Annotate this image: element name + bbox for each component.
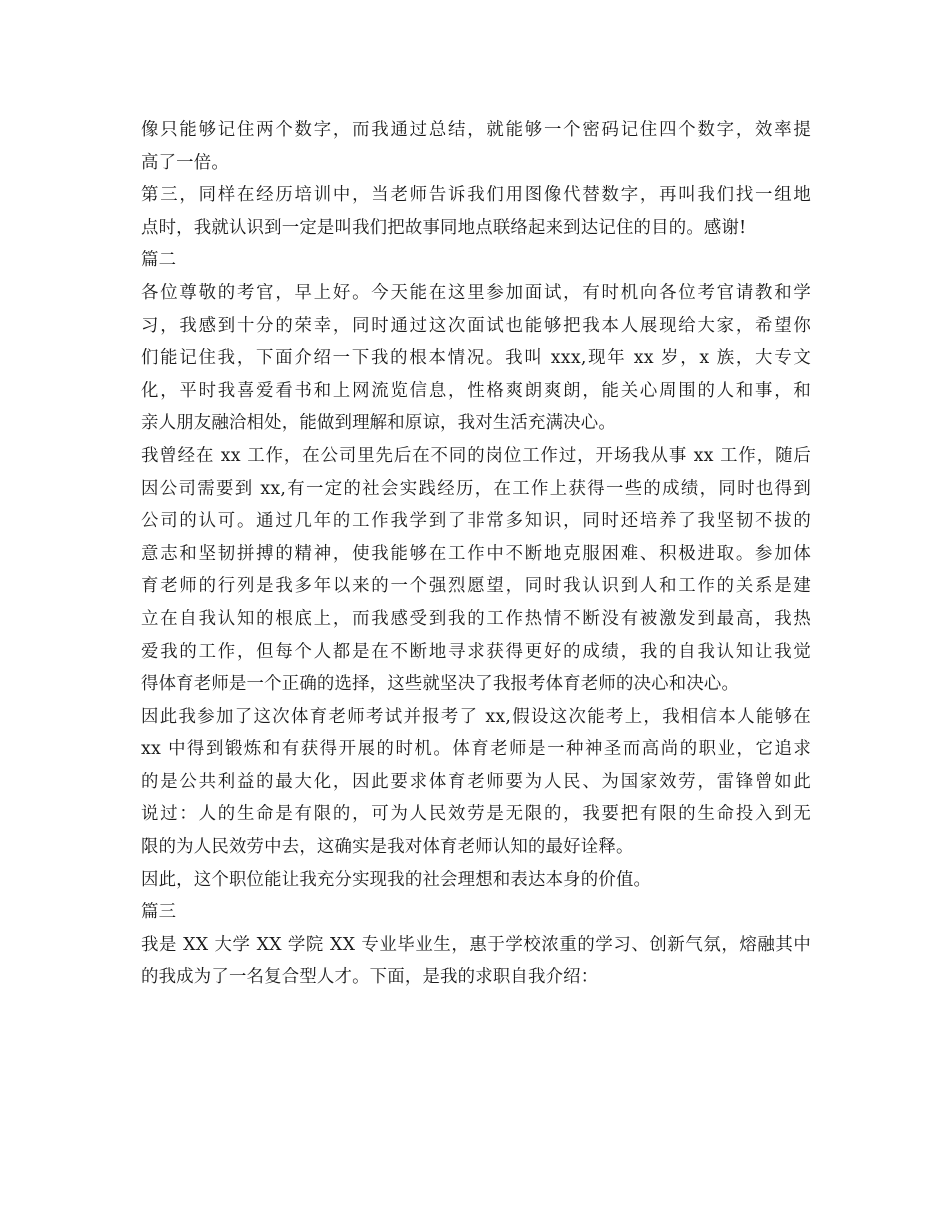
text-line: 的我成为了一名复合型人才。下面，是我的求职自我介绍： xyxy=(141,967,599,988)
text-line: 化，平时我喜爱看书和上网流览信息，性格爽朗爽朗，能关心周围的人和事，和 xyxy=(141,380,811,401)
text-line: 习，我感到十分的荣幸，同时通过这次面试也能够把我本人展现给大家，希望你 xyxy=(141,315,811,336)
text-line: 像只能够记住两个数字，而我通过总结，就能够一个密码记住四个数字，效率提 xyxy=(141,120,811,140)
text-line: 因公司需要到 xx,有一定的社会实践经历，在工作上获得一些的成绩，同时也得到 xyxy=(141,478,811,499)
text-line: 限的为人民效劳中去，这确实是我对体育老师认知的最好诠释。 xyxy=(141,837,634,858)
section-heading: 篇二 xyxy=(141,250,177,271)
text-line: 我是 XX 大学 XX 学院 XX 专业毕业生，惠于学校浓重的学习、创新气氛，熔融其中 xyxy=(141,934,811,955)
text-line: 育老师的行列是我多年以来的一个强烈愿望，同时我认识到人和工作的关系是建 xyxy=(141,576,811,597)
text-line: 得体育老师是一个正确的选择，这些就坚决了我报考体育老师的决心和决心。 xyxy=(141,674,740,695)
text-line: 们能记住我，下面介绍一下我的根本情况。我叫 xxx,现年 xx 岁，x 族，大专文 xyxy=(141,348,811,369)
text-line: 因此我参加了这次体育老师考试并报考了 xx,假设这次能考上，我相信本人能够在 xyxy=(141,706,811,727)
text-line: 立在自我认知的根底上，而我感受到我的工作热情不断没有被激发到最高，我热 xyxy=(141,608,811,629)
text-line: 第三，同样在经历培训中，当老师告诉我们用图像代替数字，再叫我们找一组地 xyxy=(141,185,811,206)
text-line: 的是公共利益的最大化，因此要求体育老师要为人民、为国家效劳，雷锋曾如此 xyxy=(141,771,811,792)
text-line: 公司的认可。通过几年的工作我学到了非常多知识，同时还培养了我坚韧不拔的 xyxy=(141,511,811,532)
text-line: 意志和坚韧拼搏的精神，使我能够在工作中不断地克服困难、积极进取。参加体 xyxy=(141,543,811,564)
text-line: 我曾经在 xx 工作，在公司里先后在不同的岗位工作过，开场我从事 xx 工作，随后 xyxy=(141,445,811,466)
text-line: 高了一倍。 xyxy=(141,152,229,173)
text-line: 说过：人的生命是有限的，可为人民效劳是无限的，我要把有限的生命投入到无 xyxy=(141,804,811,825)
text-line: xx 中得到锻炼和有获得开展的时机。体育老师是一种神圣而高尚的职业，它追求 xyxy=(141,739,811,760)
text-line: 因此，这个职位能让我充分实现我的社会理想和表达本身的价值。 xyxy=(141,869,652,890)
text-line: 点时，我就认识到一定是叫我们把故事同地点联络起来到达记住的目的。感谢! xyxy=(141,217,747,238)
text-line: 亲人朋友融洽相处，能做到理解和原谅，我对生活充满决心。 xyxy=(141,413,616,434)
document-body xyxy=(141,114,811,994)
section-heading: 篇三 xyxy=(141,902,177,923)
text-line: 各位尊敬的考官，早上好。今天能在这里参加面试，有时机向各位考官请教和学 xyxy=(141,282,811,303)
text-line: 爱我的工作，但每个人都是在不断地寻求获得更好的成绩，我的自我认知让我觉 xyxy=(141,641,811,662)
